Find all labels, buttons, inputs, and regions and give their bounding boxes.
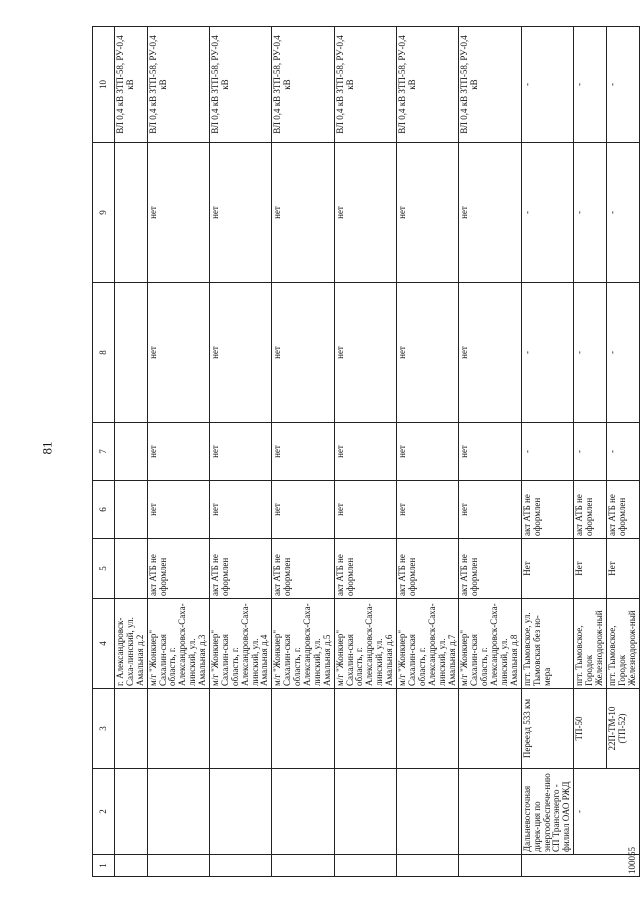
table-cell: нет — [147, 423, 209, 481]
col-header-10: 10 — [93, 27, 115, 143]
table-cell: нет — [397, 481, 459, 539]
table-cell: Нет — [606, 539, 639, 599]
table-row — [147, 27, 209, 877]
table-cell — [115, 539, 148, 599]
table-cell — [397, 855, 459, 877]
table-cell: - — [606, 143, 639, 283]
table-cell: нет — [272, 283, 334, 423]
data-table — [92, 26, 640, 877]
table-cell: - — [521, 283, 573, 423]
table-cell: нет — [459, 143, 521, 283]
organization-cell: Дальневосточная дирек-ция по энергообеспече-нию СП Трансэнерго - филиал ОАО РЖД — [521, 769, 573, 855]
col-header-6: 6 — [93, 481, 115, 539]
act-cell: акт АТБ не оформлен — [459, 539, 521, 599]
table-cell: нет — [210, 481, 272, 539]
table-cell — [334, 769, 396, 855]
line-cell: ВЛ 0,4 кВ ЗТП-58, РУ-0,4 кВ — [334, 27, 396, 143]
line-cell: ВЛ 0,4 кВ ЗТП-58, РУ-0,4 кВ — [210, 27, 272, 143]
table-cell: нет — [272, 423, 334, 481]
table-cell — [334, 689, 396, 769]
act-cell: акт АТБ не оформлен — [606, 481, 639, 539]
code-cell: 100055 — [521, 855, 639, 877]
organization-dash-cell: - — [574, 769, 639, 855]
table-cell: нет — [334, 283, 396, 423]
table-cell — [147, 769, 209, 855]
act-cell: акт АТБ не оформлен — [334, 539, 396, 599]
address-cell: м/г "Жонкиер" Сахалин-ская область, г. Александровск-Саха-линский, ул. Амальная д.7 — [397, 599, 459, 689]
table-cell: нет — [210, 143, 272, 283]
table-row — [115, 27, 148, 877]
table-cell: нет — [272, 481, 334, 539]
table-cell — [210, 769, 272, 855]
table-cell: - — [574, 423, 607, 481]
table-cell — [397, 689, 459, 769]
table-cell: - — [574, 143, 607, 283]
table-row — [459, 27, 521, 877]
address-cell: пгт. Тымовское, Городок Железнодорож-ный — [574, 599, 607, 689]
table-cell — [115, 689, 148, 769]
table-cell: Нет — [521, 539, 573, 599]
table-cell — [459, 769, 521, 855]
table-cell — [272, 769, 334, 855]
table-cell: нет — [334, 143, 396, 283]
table-cell — [115, 769, 148, 855]
address-cell: г. Александровск-Саха-линский, ул. Амальная д.2 — [115, 599, 148, 689]
table-cell — [147, 689, 209, 769]
table-row — [272, 27, 334, 877]
col-header-5: 5 — [93, 539, 115, 599]
table-row — [334, 27, 396, 877]
table-cell: нет — [210, 283, 272, 423]
table-cell — [147, 855, 209, 877]
line-cell: ВЛ 0,4 кВ ЗТП-58, РУ-0,4 кВ — [272, 27, 334, 143]
act-cell: акт АТБ не оформлен — [210, 539, 272, 599]
table-cell — [115, 423, 148, 481]
table-cell — [272, 689, 334, 769]
header-row — [93, 27, 115, 877]
line-cell: ВЛ 0,4 кВ ЗТП-58, РУ-0,4 кВ — [397, 27, 459, 143]
act-cell: акт АТБ не оформлен — [147, 539, 209, 599]
table-cell — [115, 143, 148, 283]
table-cell: - — [606, 283, 639, 423]
act-cell: акт АТБ не оформлен — [574, 481, 607, 539]
table-row — [210, 27, 272, 877]
table-cell: нет — [334, 423, 396, 481]
table-cell — [115, 855, 148, 877]
table-cell: нет — [459, 481, 521, 539]
table-cell: нет — [397, 423, 459, 481]
table-cell: нет — [334, 481, 396, 539]
table-cell: нет — [459, 283, 521, 423]
address-cell: м/г "Жонкиер" Сахалин-ская область, г. Александровск-Саха-линский, ул. Амальная д.8 — [459, 599, 521, 689]
table-row — [521, 27, 573, 877]
table-row — [606, 27, 639, 877]
address-cell: м/г "Жонкиер" Сахалин-ская область, г. Александровск-Саха-линский, ул. Амальная д.5 — [272, 599, 334, 689]
col-header-7: 7 — [93, 423, 115, 481]
col-header-9: 9 — [93, 143, 115, 283]
col-header-3: 3 — [93, 689, 115, 769]
table-cell: нет — [272, 143, 334, 283]
table-cell: - — [606, 423, 639, 481]
table-cell — [397, 769, 459, 855]
table-cell — [459, 689, 521, 769]
table-cell: нет — [147, 481, 209, 539]
table-cell: - — [606, 27, 639, 143]
act-cell: акт АТБ не оформлен — [272, 539, 334, 599]
line-cell: ВЛ 0,4 кВ ЗТП-58, РУ-0,4 кВ — [459, 27, 521, 143]
table-cell — [272, 855, 334, 877]
object-cell: 22П-ТМ-10 (ТП-52) — [606, 689, 639, 769]
table-cell: - — [574, 27, 607, 143]
table-row — [397, 27, 459, 877]
col-header-4: 4 — [93, 599, 115, 689]
address-cell: пгт. Тымовское, Городок Железнодорож-ный — [606, 599, 639, 689]
line-cell: ВЛ 0,4 кВ ЗТП-58, РУ-0,4 кВ — [147, 27, 209, 143]
table-cell: - — [521, 27, 573, 143]
table-cell — [210, 689, 272, 769]
table-cell: - — [574, 283, 607, 423]
table-cell: нет — [147, 283, 209, 423]
address-cell: м/г "Жонкиер" Сахалин-ская область, г. Александровск-Саха-линский, ул. Амальная д.6 — [334, 599, 396, 689]
table-cell — [115, 283, 148, 423]
line-cell: ВЛ 0,4 кВ ЗТП-58, РУ-0,4 кВ — [115, 27, 148, 143]
col-header-8: 8 — [93, 283, 115, 423]
table-cell — [334, 855, 396, 877]
table-cell: нет — [459, 423, 521, 481]
table-cell: нет — [397, 143, 459, 283]
page-number: 81 — [39, 441, 55, 455]
table-cell: Нет — [574, 539, 607, 599]
table-cell: нет — [147, 143, 209, 283]
object-cell: Переезд 533 км — [521, 689, 573, 769]
address-cell: м/г "Жонкиер" Сахалин-ская область, г. Александровск-Саха-линский, ул. Амальная д.4 — [210, 599, 272, 689]
table-cell — [459, 855, 521, 877]
table-cell — [115, 481, 148, 539]
table-row — [574, 27, 607, 877]
table-cell: нет — [397, 283, 459, 423]
rotated-table-container — [92, 27, 637, 877]
col-header-2: 2 — [93, 769, 115, 855]
address-cell: м/г "Жонкиер" Сахалин-ская область, г. Александровск-Саха-линский, ул. Амальная д.3 — [147, 599, 209, 689]
act-cell: акт АТБ не оформлен — [521, 481, 573, 539]
col-header-1: 1 — [93, 855, 115, 877]
act-cell: акт АТБ не оформлен — [397, 539, 459, 599]
table-cell: нет — [210, 423, 272, 481]
table-cell: - — [521, 143, 573, 283]
table-cell: - — [521, 423, 573, 481]
table-cell — [210, 855, 272, 877]
address-cell: пгт. Тымовское, ул. Тымовская без но-мера — [521, 599, 573, 689]
object-cell: ТП-50 — [574, 689, 607, 769]
